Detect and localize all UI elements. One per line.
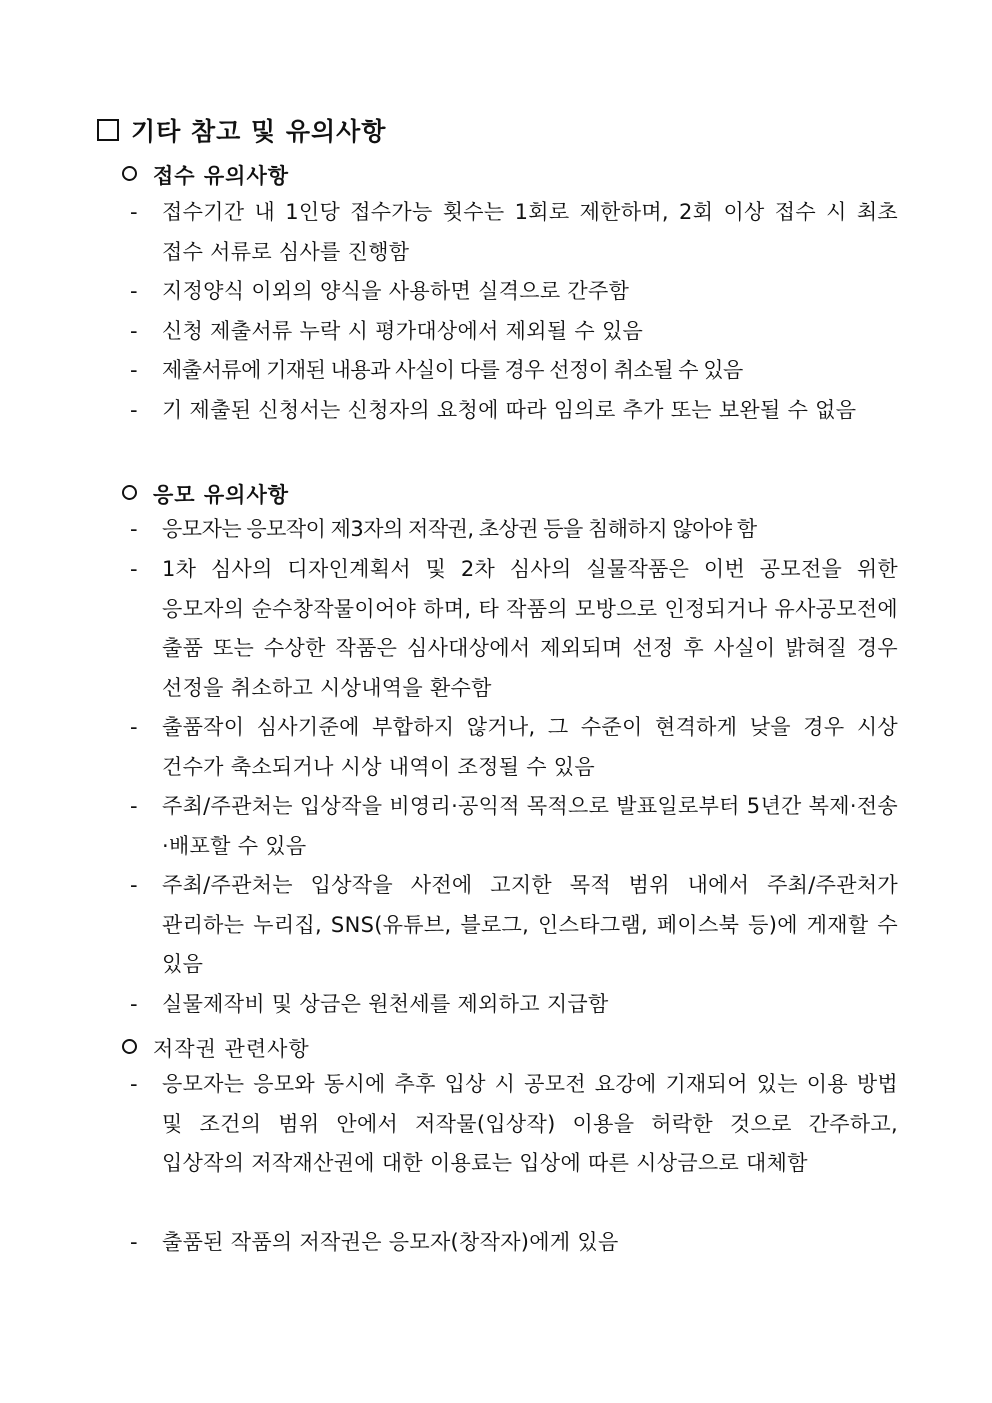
dash-bullet: -: [130, 398, 138, 422]
dash-bullet: -: [130, 873, 138, 897]
dash-bullet: -: [130, 1072, 138, 1096]
list-item: - 신청 제출서류 누락 시 평가대상에서 제외될 수 있음: [130, 312, 898, 352]
list-item: - 접수기간 내 1인당 접수가능 횟수는 1회로 제한하며, 2회 이상 접수 시 최초 접수 서류로 심사를 진행함: [130, 193, 898, 272]
heading-text: 기타 참고 및 유의사항: [131, 117, 387, 146]
dash-bullet: -: [130, 794, 138, 818]
subsection-title: 접수 유의사항: [122, 160, 289, 190]
circle-bullet-icon: [122, 1039, 137, 1054]
list-item: - 1차 심사의 디자인계획서 및 2차 심사의 실물작품은 이번 공모전을 위한 응모자의 순수창작물이어야 하며, 타 작품의 모방으로 인정되거나 유사공모전에 출품 또는 수상한 작품은 심사대상에서 제외되며 선정 후 사실이 밝혀질 경우 선정을 취소하고 시상내역을 환수함: [130, 550, 898, 708]
dash-bullet: -: [130, 279, 138, 303]
subsection-title: 저작권 관련사항: [122, 1033, 310, 1063]
circle-bullet-icon: [122, 166, 137, 181]
section-heading: [97, 112, 386, 148]
list-item: - 제출서류에 기재된 내용과 사실이 다를 경우 선정이 취소될 수 있음: [130, 351, 898, 391]
list-item: - 실물제작비 및 상금은 원천세를 제외하고 지급함: [130, 985, 898, 1025]
dash-bullet: -: [130, 715, 138, 739]
list-item: - 주최/주관처는 입상작을 비영리·공익적 목적으로 발표일로부터 5년간 복제·전송·배포할 수 있음: [130, 787, 898, 866]
dash-bullet: -: [130, 319, 138, 343]
list-item: - 응모자는 응모와 동시에 추후 입상 시 공모전 요강에 기재되어 있는 이용 방법 및 조건의 범위 안에서 저작물(입상작) 이용을 허락한 것으로 간주하고, 입상작의 저작재산권에 대한 이용료는 입상에 따른 시상금으로 대체함: [130, 1065, 898, 1184]
subsection-title: 응모 유의사항: [122, 479, 289, 509]
list-item: - 출품된 작품의 저작권은 응모자(창작자)에게 있음: [130, 1223, 898, 1263]
dash-bullet: -: [130, 358, 138, 382]
circle-bullet-icon: [122, 485, 137, 500]
dash-bullet: -: [130, 557, 138, 581]
list-item: - 주최/주관처는 입상작을 사전에 고지한 목적 범위 내에서 주최/주관처가 관리하는 누리집, SNS(유튜브, 블로그, 인스타그램, 페이스북 등)에 게재할 수 있음: [130, 866, 898, 985]
dash-bullet: -: [130, 200, 138, 224]
dash-bullet: -: [130, 1230, 138, 1254]
list-item: - 기 제출된 신청서는 신청자의 요청에 따라 임의로 추가 또는 보완될 수 없음: [130, 391, 898, 431]
list-item: - 지정양식 이외의 양식을 사용하면 실격으로 간주함: [130, 272, 898, 312]
dash-bullet: -: [130, 517, 138, 541]
dash-bullet: -: [130, 992, 138, 1016]
list-item: - 출품작이 심사기준에 부합하지 않거나, 그 수준이 현격하게 낮을 경우 시상 건수가 축소되거나 시상 내역이 조정될 수 있음: [130, 708, 898, 787]
list-item: - 응모자는 응모작이 제3자의 저작권, 초상권 등을 침해하지 않아야 함: [130, 510, 898, 550]
square-bullet-icon: [97, 119, 119, 141]
